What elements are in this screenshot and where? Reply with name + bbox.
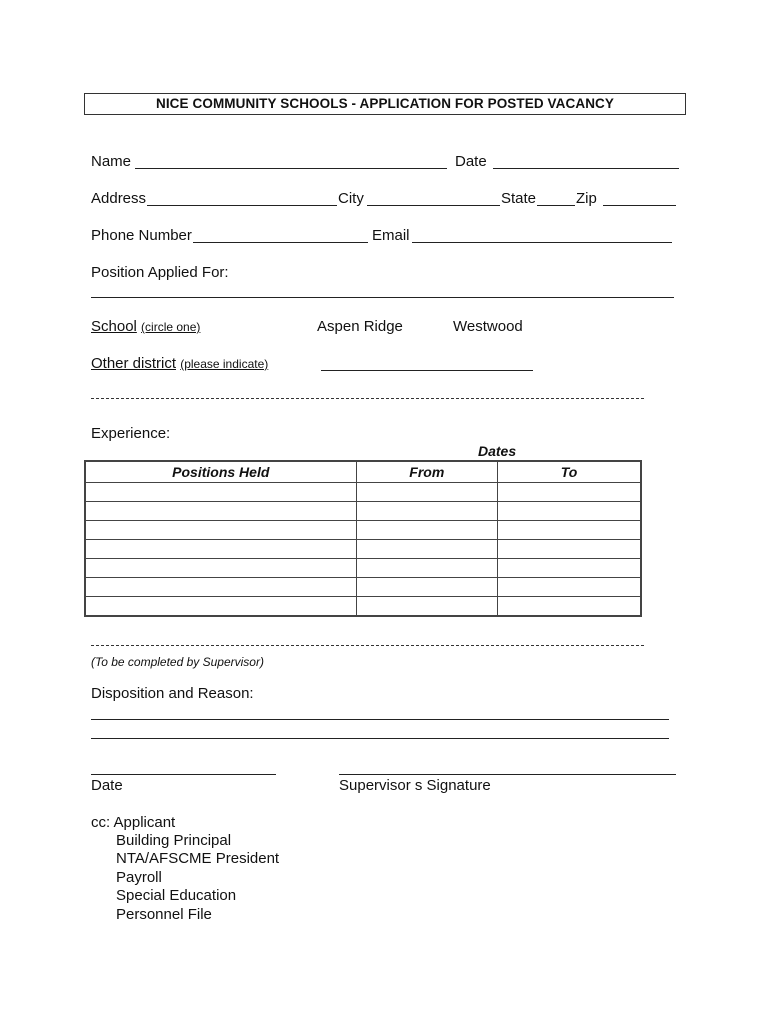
city-label: City (338, 190, 364, 207)
phone-field[interactable] (193, 242, 368, 243)
state-label: State (501, 190, 537, 207)
cc-label: cc: Applicant (91, 814, 176, 831)
position-cell[interactable] (85, 540, 356, 559)
from-cell[interactable] (356, 597, 498, 617)
from-cell[interactable] (356, 483, 498, 502)
table-header-row (85, 461, 641, 483)
zip-label: Zip (576, 190, 597, 207)
supervisor-date-field[interactable] (91, 774, 276, 775)
to-cell[interactable] (498, 483, 641, 502)
address-label: Address (91, 190, 147, 207)
address-field[interactable] (147, 205, 337, 206)
table-row (85, 540, 641, 559)
header-to: To (498, 461, 641, 483)
position-cell[interactable] (85, 502, 356, 521)
from-cell[interactable] (356, 540, 498, 559)
to-cell[interactable] (498, 502, 641, 521)
position-cell[interactable] (85, 578, 356, 597)
school-label: School (circle one) (91, 318, 201, 335)
dates-label: Dates (478, 443, 517, 459)
to-cell[interactable] (498, 597, 641, 617)
supervisor-signature-label: Supervisor s Signature (339, 777, 491, 794)
supervisor-date-label: Date (91, 777, 123, 794)
position-cell[interactable] (85, 559, 356, 578)
table-row (85, 502, 641, 521)
table-row (85, 597, 641, 617)
to-cell[interactable] (498, 578, 641, 597)
form-title: NICE COMMUNITY SCHOOLS - APPLICATION FOR POSTED VACANCY (84, 93, 686, 115)
name-field[interactable] (135, 168, 447, 169)
school-option-westwood[interactable]: Westwood (453, 318, 523, 335)
cc-recipient: NTA/AFSCME President (116, 850, 280, 867)
from-cell[interactable] (356, 502, 498, 521)
from-cell[interactable] (356, 521, 498, 540)
to-cell[interactable] (498, 521, 641, 540)
divider (91, 645, 644, 646)
disposition-label: Disposition and Reason: (91, 685, 254, 702)
other-district-label: Other district (please indicate) (91, 355, 269, 372)
table-row (85, 521, 641, 540)
header-from: From (356, 461, 498, 483)
cc-recipient: Payroll (116, 869, 162, 886)
email-label: Email (372, 227, 410, 244)
date-field[interactable] (493, 168, 679, 169)
header-positions-held: Positions Held (85, 461, 356, 483)
state-field[interactable] (537, 205, 575, 206)
cc-recipient: Personnel File (116, 906, 212, 923)
email-field[interactable] (412, 242, 672, 243)
divider (91, 398, 644, 399)
phone-label: Phone Number (91, 227, 192, 244)
position-label: Position Applied For: (91, 264, 229, 281)
cc-recipient: Building Principal (116, 832, 232, 849)
from-cell[interactable] (356, 578, 498, 597)
experience-label: Experience: (91, 425, 171, 442)
name-label: Name (91, 153, 132, 170)
from-cell[interactable] (356, 559, 498, 578)
disposition-line-2[interactable] (91, 738, 669, 739)
to-cell[interactable] (498, 559, 641, 578)
position-cell[interactable] (85, 483, 356, 502)
position-cell[interactable] (85, 597, 356, 617)
table-row (85, 559, 641, 578)
date-label: Date (455, 153, 487, 170)
position-cell[interactable] (85, 521, 356, 540)
zip-field[interactable] (603, 205, 676, 206)
cc-recipient: Special Education (116, 887, 237, 904)
experience-table (84, 460, 642, 617)
city-field[interactable] (367, 205, 500, 206)
disposition-line-1[interactable] (91, 719, 669, 720)
other-district-field[interactable] (321, 370, 533, 371)
to-cell[interactable] (498, 540, 641, 559)
supervisor-note: (To be completed by Supervisor) (91, 655, 264, 669)
table-row (85, 483, 641, 502)
supervisor-signature-field[interactable] (339, 774, 676, 775)
school-option-aspen-ridge[interactable]: Aspen Ridge (317, 318, 403, 335)
position-field[interactable] (91, 297, 674, 298)
table-row (85, 578, 641, 597)
